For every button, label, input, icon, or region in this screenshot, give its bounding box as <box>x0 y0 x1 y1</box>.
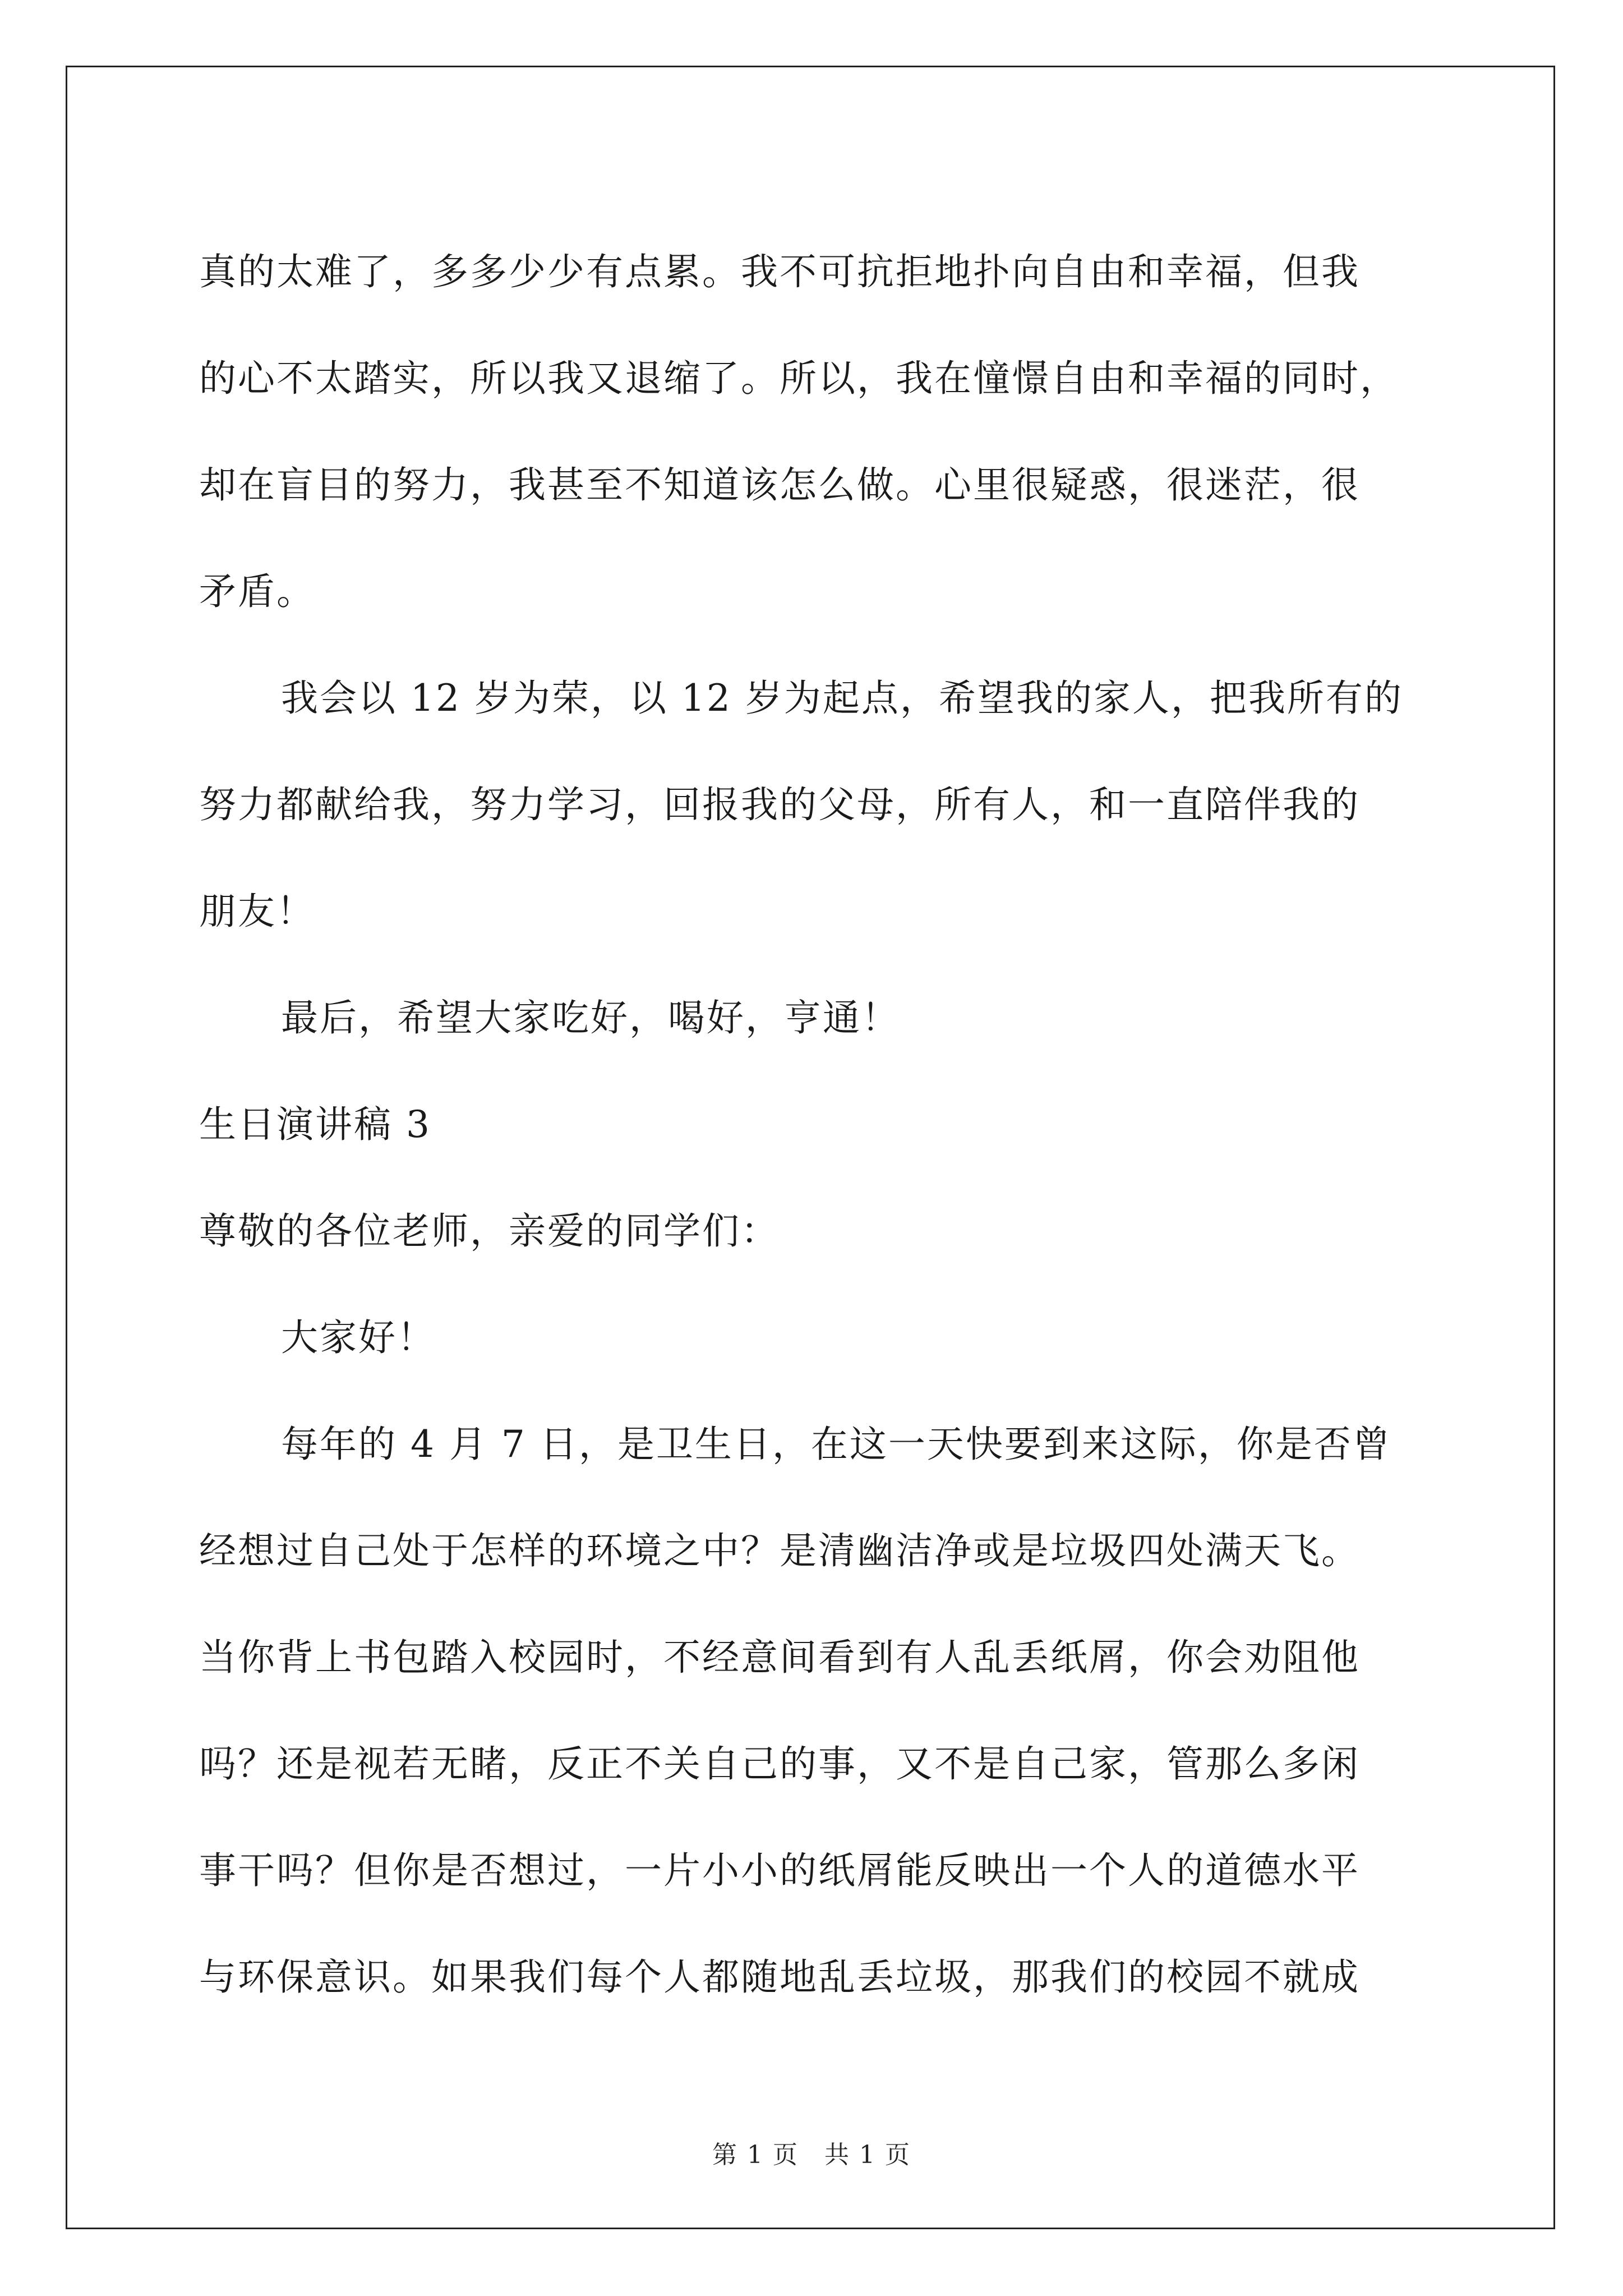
text-line: 事干吗？但你是否想过，一片小小的纸屑能反映出一个人的道德水平 <box>199 1849 1360 1892</box>
text-line: 当你背上书包踏入校园时，不经意间看到有人乱丢纸屑，你会劝阻他 <box>199 1636 1360 1679</box>
text-line: 经想过自己处于怎样的环境之中？是清幽洁净或是垃圾四处满天飞。 <box>199 1529 1360 1572</box>
text-line: 吗？还是视若无睹，反正不关自己的事，又不是自己家，管那么多闲 <box>199 1742 1360 1786</box>
greeting: 大家好！ <box>281 1316 436 1359</box>
paragraph-first-line: 每年的 4 月 7 日，是卫生日，在这一天快要到来这际，你是否曾 <box>281 1423 1391 1466</box>
text-line: 努力都献给我，努力学习，回报我的父母，所有人，和一直陪伴我的 <box>199 783 1360 826</box>
paragraph-first-line: 最后，希望大家吃好，喝好，亨通！ <box>281 996 900 1039</box>
text-line: 与环保意识。如果我们每个人都随地乱丢垃圾，那我们的校园不就成 <box>199 1955 1360 1999</box>
salutation: 尊敬的各位老师，亲爱的同学们： <box>199 1209 780 1253</box>
text-line: 却在盲目的努力，我甚至不知道该怎么做。心里很疑惑，很迷茫，很 <box>199 463 1360 507</box>
paragraph-first-line: 我会以 12 岁为荣，以 12 岁为起点，希望我的家人，把我所有的 <box>281 677 1403 720</box>
text-line: 矛盾。 <box>199 570 315 613</box>
section-heading: 生日演讲稿 3 <box>199 1103 431 1146</box>
page-number-footer: 第 1 页 共 1 页 <box>712 2141 911 2169</box>
text-line: 朋友！ <box>199 890 315 933</box>
text-line: 的心不太踏实，所以我又退缩了。所以，我在憧憬自由和幸福的同时， <box>199 357 1399 400</box>
text-line: 真的太难了，多多少少有点累。我不可抗拒地扑向自由和幸福，但我 <box>199 250 1360 293</box>
document-body <box>199 219 1433 2031</box>
